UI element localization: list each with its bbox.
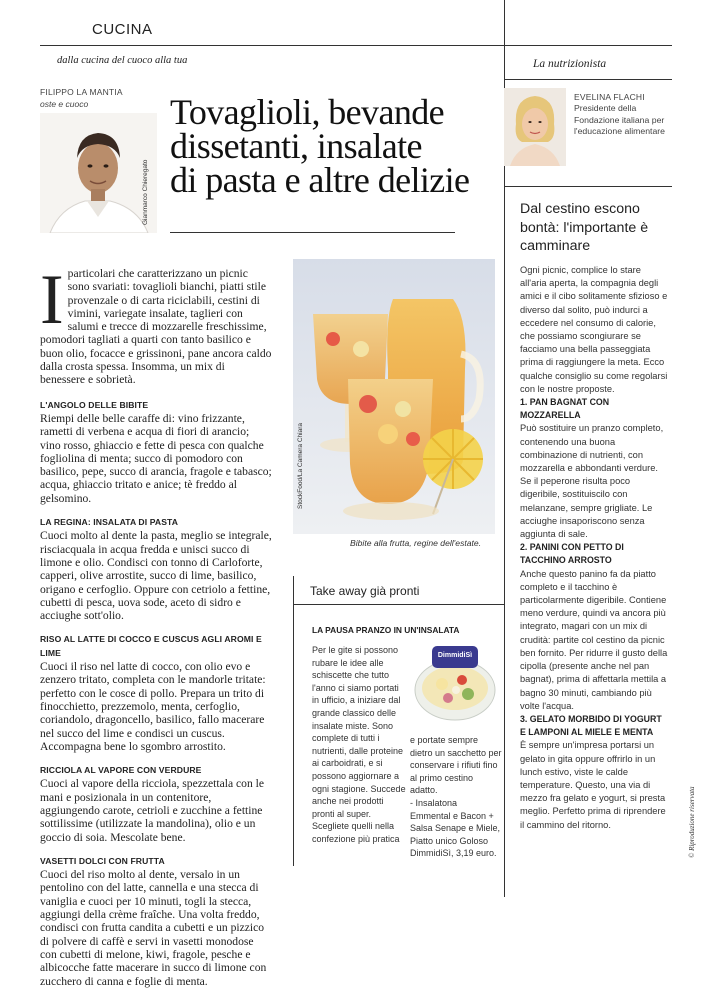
drinks-photo <box>293 259 495 534</box>
column-rule <box>504 79 672 80</box>
intro-text: particolari che caratterizzano un picnic sono svariati: tovaglioli bianchi, piatti stile provenzale o di carta riciclabili, cestini di vimini, variegate insalate, taglieri con salumi e trecce di mozzarelle freschissime, pomodori tagliati a quarti con tanto basilico e buon olio, focacce e grissinoni, pane ancora caldo dalla crosta spessa. Insomma, un mix di benessere e sobrietà. <box>40 267 272 387</box>
article-body <box>40 261 272 988</box>
drinks-photo-credit: StockFood/La Camera Chiara <box>297 423 304 509</box>
nutritionist-role: Presidente della Fondazione italiana per l'educazione alimentare <box>574 103 666 137</box>
takeaway-title: Take away già pronti <box>310 584 420 598</box>
chef-role: oste e cuoco <box>40 99 89 109</box>
headline-line-1: Tovaglioli, bevande <box>170 92 444 132</box>
section-text-pasta: Cuoci molto al dente la pasta, meglio se integrale, risciacquala in acqua fredda e unisci succo di limone e olio. Condisci con tonno di Carloforte, capperi, olive arrostite, succo di lime, basilico, origano e cerfoglio. Oppure con cetriolo a fettine, cubetti di pesca, uova sode, aceto di sidro e acciughe sott'olio. <box>40 529 272 623</box>
section-title-rice: RISO AL LATTE DI COCCO E CUSCUS AGLI AROMI E LIME <box>40 634 262 658</box>
section-text-rice: Cuoci il riso nel latte di cocco, con olio evo e zenzero tritato, completa con le mandorle tritate: perfetto con le cosce di pollo. Prepara un trito di finocchietto, prezzemolo, menta, cerfoglio, coriandolo, dragoncello, basilico, fallo macerare nel succo del lime e condisci un cuscus. Accompagna bene lo sgombro arrostito. <box>40 660 266 753</box>
section-title: CUCINA <box>92 21 153 38</box>
takeaway-text-right-2: - Insalatona <box>410 797 458 808</box>
chef-name: FILIPPO LA MANTIA <box>40 87 123 97</box>
tip-2-text: Anche questo panino fa da piatto completo e il tacchino è particolarmente digeribile. Contiene meno verdure, quindi va ancora più integrato, magari con un mix di crudità: partite col cestino da picnic ben fornito. Per ridurre il gusto della cipolla (presente anche nel pan bagnat), prima di affettarla mettila a bagno 30 minuti, cambiando più volte l'acqua. <box>520 568 668 711</box>
photo-caption: Bibite alla frutta, regine dell'estate. <box>350 538 482 548</box>
intro-paragraph <box>40 261 272 387</box>
takeaway-left-rule <box>293 576 294 866</box>
section-text-dessert: Cuoci del riso molto al dente, versalo in un pentolino con del latte, cannella e una stecca di vaniglia e cuoci per 10 minuti, togli la stecca, aggiungi della crème fraîche. Una volta freddo, condisci con frutta candita a cubetti e un pizzico di polvere di caffè e servi in vasetti monodose con cubetti di melone, kiwi, fragole, pesche e albicocche fatte macerare in succo di limone con zucchero di canna e foglie di menta. <box>40 868 267 988</box>
takeaway-text-right-1: e portate sempre dietro un sacchetto per conservare i rifiuti fino al primo cestino adatto. <box>410 735 502 796</box>
copyright: © Riproduzione riservata <box>688 786 696 858</box>
takeaway-text-right <box>410 734 502 860</box>
header-rule <box>40 45 505 46</box>
nutritionist-rule <box>504 186 672 187</box>
tip-1-text: Può sostituire un pranzo completo, contenendo una buona combinazione di nutrienti, con mozzarella e abbondanti verdure. Se il peperone risulta poco digeribile, sostituiscilo con melanzane, sempre grigliate. Le acciughe insaporiscono senza aggiunta di sale. <box>520 423 664 540</box>
tip-3-text: È sempre un'impresa portarsi un gelato in gita oppure offrirlo in un lunch estivo, viste le calde temperature. Questo, una via di mezzo fra gelato e yogurt, si presta meglio. Perfetto prima di riprendere il cammino del ritorno. <box>520 740 666 830</box>
dropcap: I <box>40 261 64 339</box>
nutritionist-intro: Ogni picnic, complice lo stare all'aria aperta, la compagnia degli amici e il cibo solitamente sfizioso e diverso dal solito, può indurci a eccedere nel consumo di calorie, che possiamo scongiurare se facciamo una bella passeggiata prima di raggiungere la meta. Ecco qualche consiglio su come regolarsi con le nostre proposte. <box>520 265 668 394</box>
chef-photo-credit: Gianmarco Chieregato <box>142 159 149 225</box>
section-text-drinks: Riempi delle belle caraffe di: vino frizzante, rametti di verbena e acqua di fiori di arancio; vino rosso, ghiaccio e fette di pesca con qualche fogliolina di menta; succo di pomodoro con basilico, pepe, succo di arancia, fragole e tabasco; acqua, ghiaccio tritato e anice; tè freddo al gelsomino. <box>40 411 272 505</box>
tagline: dalla cucina del cuoco alla tua <box>57 55 188 66</box>
takeaway-text-right-3: Emmental e Bacon + Salsa Senape e Miele, <box>410 810 501 834</box>
chef-photo <box>40 113 157 233</box>
takeaway-text-right-4: Piatto unico Goloso DimmidiSì, 3,19 euro. <box>410 835 497 859</box>
nutritionist-name: EVELINA FLACHI <box>574 92 645 102</box>
headline <box>170 92 490 200</box>
headline-line-3: di pasta e altre delizie <box>170 160 470 200</box>
headline-line-2: dissetanti, insalate <box>170 126 422 166</box>
nutritionist-body <box>520 264 670 832</box>
tip-1-head: 1. PAN BAGNAT CON MOZZARELLA <box>520 397 610 421</box>
section-title-dessert: VASETTI DOLCI CON FRUTTA <box>40 855 165 866</box>
column-label: La nutrizionista <box>533 58 607 70</box>
tip-2-head: 2. PANINI CON PETTO DI TACCHINO ARROSTO <box>520 542 624 566</box>
section-title-drinks: L'ANGOLO DELLE BIBITE <box>40 399 149 410</box>
takeaway-subtitle: LA PAUSA PRANZO IN UN'INSALATA <box>312 625 460 635</box>
product-label: DimmidiSì <box>437 652 473 659</box>
section-text-fish: Cuoci al vapore della ricciola, spezzettala con le mani e posizionala in un contenitore, aggiungendo carote, cetrioli e zucchine a fettine sottilissime (utilizzate la mandolina), olio e un goccio di soia. Mescolate bene. <box>40 777 265 844</box>
tip-3-head: 3. GELATO MORBIDO DI YOGURT E LAMPONI AL MIELE E MENTA <box>520 713 662 738</box>
nutritionist-title: Dal cestino escono bontà: l'importante è camminare <box>520 201 649 254</box>
section-title-pasta: LA REGINA: INSALATA DI PASTA <box>40 517 179 528</box>
section-title-fish: RICCIOLA AL VAPORE CON VERDURE <box>40 765 202 776</box>
takeaway-text-left: Per le gite si possono rubare le idee alle schiscette che tutto l'anno ci siamo portati in ufficio, a iniziare dal grande classico delle insalate miste. Sono complete di tutti i nutrienti, dalle proteine ai carboidrati, e si possono aggiornare a ogni stagione. Succede anche nei prodotti pronti al super. Scegliete quelli nella confezione più pratica <box>312 645 406 844</box>
salad-product-image <box>410 640 500 728</box>
nutritionist-photo <box>504 88 566 166</box>
headline-rule <box>170 232 455 233</box>
takeaway-rule <box>293 604 504 605</box>
column-rule-top <box>504 45 672 46</box>
